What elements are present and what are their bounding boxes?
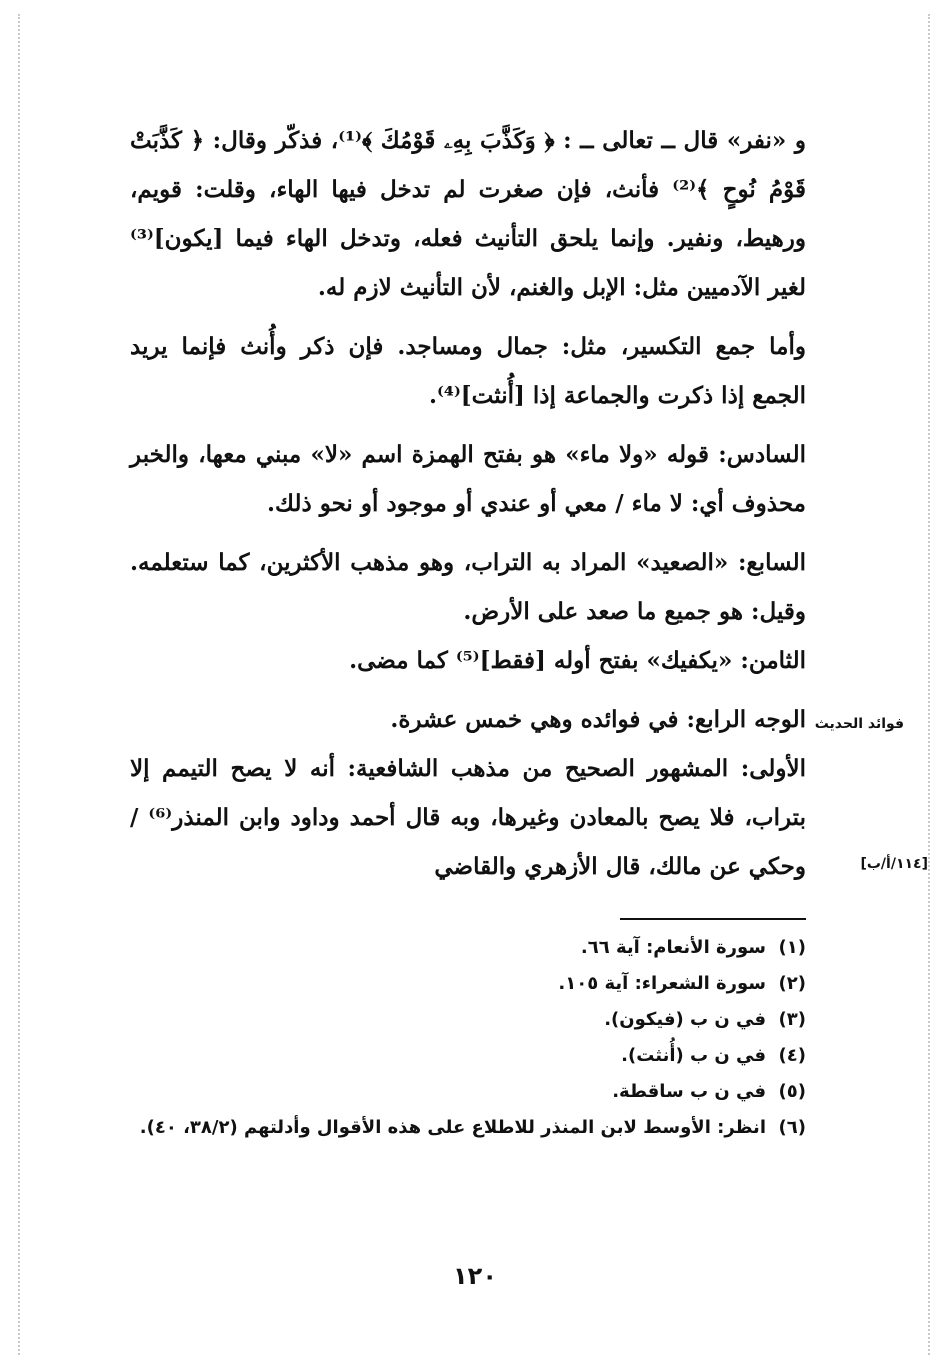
margin-note-hadith-benefits: فوائد الحديث: [814, 716, 904, 732]
paragraph-fourth-aspect-heading: الوجه الرابع: في فوائده وهي خمس عشرة.: [390, 706, 806, 733]
scan-edge-left: [18, 14, 20, 1355]
margin-note-folio: [١١٤/أ/ب]: [860, 856, 928, 872]
paragraph-first-benefit: الأولى: المشهور الصحيح من مذهب الشافعية: أنه لا يصح التيمم إلا بتراب، فلا يصح بالمعادن وغيرها، وبه قال أحمد وداود وابن المنذر⁽⁶⁾ / وحكي عن مالك، قال الأزهري والقاضي: [130, 755, 806, 880]
paragraph-sixth-point: السادس: قوله «ولا ماء» هو بفتح الهمزة اسم «لا» مبني معها، والخبر محذوف أي: لا ماء / معي أو عندي أو موجود أو نحو ذلك.: [130, 441, 806, 517]
footnote-number: (٢): [778, 973, 806, 994]
footnote-item: [130, 1110, 806, 1146]
footnote-item: [130, 1002, 806, 1038]
footnote-number: (١): [778, 937, 806, 958]
footnote-text: في ن ب (فيكون).: [604, 1009, 766, 1030]
footnote-number: (٤): [778, 1045, 806, 1066]
paragraph-seventh-point: السابع: «الصعيد» المراد به التراب، وهو مذهب الأكثرين، كما ستعلمه. وقيل: هو جميع ما صعد على الأرض.: [130, 549, 806, 625]
footnote-text: انظر: الأوسط لابن المنذر للاطلاع على هذه الأقوال وأدلتهم (٣٨/٢، ٤٠).: [139, 1117, 766, 1138]
footnotes: [130, 930, 806, 1146]
footnote-number: (٦): [778, 1117, 806, 1138]
main-text: [130, 116, 806, 891]
footnote-item: [130, 1074, 806, 1110]
footnote-number: (٣): [778, 1009, 806, 1030]
paragraph-gender-of-collective-nouns: و «نفر» قال ــ تعالى ــ : ﴿ وَكَذَّبَ بِهِۦ قَوْمُكَ ﴾⁽¹⁾، فذكّر وقال: ﴿ كَذَّبَتْ قَوْمُ نُوحٍ ﴾⁽²⁾ فأنث، فإن صغرت لم تدخل فيها الهاء، وقلت: قويم، ورهيط، ونفير. وإنما يلحق التأنيث فعله، وتدخل الهاء فيما [يكون]⁽³⁾ لغير الآدميين مثل: الإبل والغنم، لأن التأنيث لازم له.: [130, 127, 806, 301]
footnote-text: في ن ب ساقطة.: [612, 1081, 766, 1102]
page-number: ١٢٠: [453, 1262, 497, 1290]
footnote-text: سورة الشعراء: آية ١٠٥.: [558, 973, 766, 994]
paragraph-broken-plural: وأما جمع التكسير، مثل: جمال ومساجد. فإن ذكر وأُنث فإنما يريد الجمع إذا ذكرت والجماعة إذا [أُنثت]⁽⁴⁾.: [130, 333, 806, 409]
footnote-separator: [620, 918, 806, 920]
footnote-item: [130, 966, 806, 1002]
footnote-item: [130, 1038, 806, 1074]
scan-edge-right: [928, 14, 930, 1355]
paragraph-eighth-point: الثامن: «يكفيك» بفتح أوله [فقط]⁽⁵⁾ كما مضى.: [349, 647, 806, 674]
footnote-text: في ن ب (أُنثت).: [621, 1045, 766, 1066]
footnote-item: [130, 930, 806, 966]
footnote-text: سورة الأنعام: آية ٦٦.: [580, 937, 766, 958]
footnote-number: (٥): [778, 1081, 806, 1102]
